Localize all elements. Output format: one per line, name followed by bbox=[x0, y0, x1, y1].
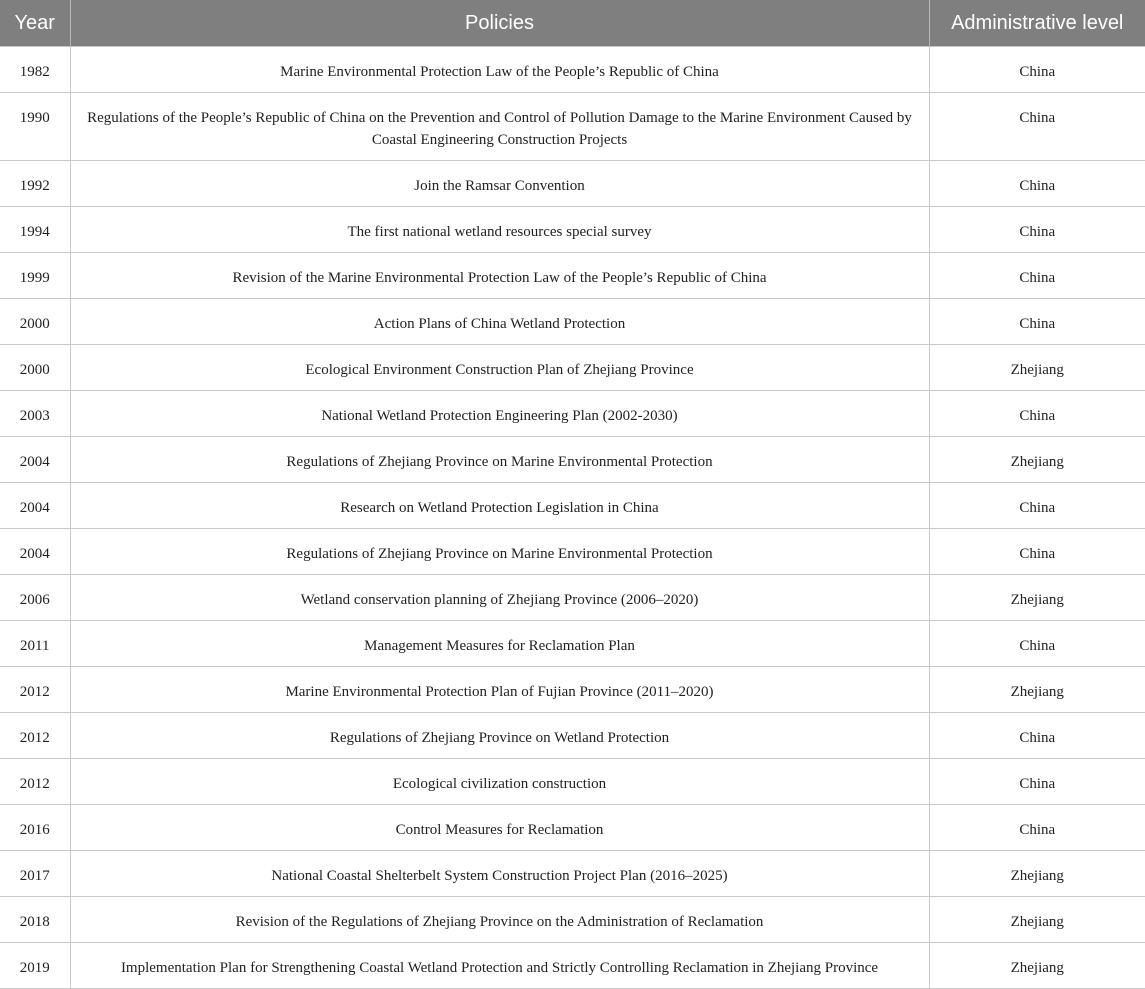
cell-level: China bbox=[929, 759, 1145, 805]
cell-policy: Research on Wetland Protection Legislation in China bbox=[70, 483, 929, 529]
cell-policy: Regulations of Zhejiang Province on Wetland Protection bbox=[70, 713, 929, 759]
cell-year: 2006 bbox=[0, 575, 70, 621]
table-row bbox=[0, 345, 1145, 391]
cell-level: China bbox=[929, 93, 1145, 161]
cell-level: China bbox=[929, 207, 1145, 253]
table-row bbox=[0, 299, 1145, 345]
cell-policy: Management Measures for Reclamation Plan bbox=[70, 621, 929, 667]
table-row bbox=[0, 897, 1145, 943]
cell-policy: Join the Ramsar Convention bbox=[70, 161, 929, 207]
cell-level: China bbox=[929, 805, 1145, 851]
cell-policy: Regulations of Zhejiang Province on Marine Environmental Protection bbox=[70, 437, 929, 483]
cell-year: 1992 bbox=[0, 161, 70, 207]
cell-level: Zhejiang bbox=[929, 575, 1145, 621]
cell-year: 2012 bbox=[0, 759, 70, 805]
cell-year: 2000 bbox=[0, 299, 70, 345]
cell-year: 2012 bbox=[0, 713, 70, 759]
cell-year: 1994 bbox=[0, 207, 70, 253]
header-row bbox=[0, 0, 1145, 47]
cell-policy: Revision of the Marine Environmental Protection Law of the People’s Republic of China bbox=[70, 253, 929, 299]
table-row bbox=[0, 437, 1145, 483]
cell-policy: Ecological civilization construction bbox=[70, 759, 929, 805]
cell-level: Zhejiang bbox=[929, 667, 1145, 713]
cell-level: China bbox=[929, 713, 1145, 759]
cell-level: China bbox=[929, 299, 1145, 345]
table-row bbox=[0, 575, 1145, 621]
cell-level: Zhejiang bbox=[929, 897, 1145, 943]
cell-level: China bbox=[929, 529, 1145, 575]
table-row bbox=[0, 621, 1145, 667]
cell-year: 2017 bbox=[0, 851, 70, 897]
cell-year: 1990 bbox=[0, 93, 70, 161]
cell-policy: National Coastal Shelterbelt System Construction Project Plan (2016–2025) bbox=[70, 851, 929, 897]
table-body bbox=[0, 47, 1145, 989]
table-row bbox=[0, 667, 1145, 713]
header-year: Year bbox=[0, 0, 70, 47]
cell-year: 2011 bbox=[0, 621, 70, 667]
cell-year: 2016 bbox=[0, 805, 70, 851]
cell-policy: Marine Environmental Protection Law of the People’s Republic of China bbox=[70, 47, 929, 93]
cell-policy: Wetland conservation planning of Zhejiang Province (2006–2020) bbox=[70, 575, 929, 621]
table-row bbox=[0, 483, 1145, 529]
table-row bbox=[0, 943, 1145, 989]
cell-year: 2004 bbox=[0, 529, 70, 575]
cell-level: China bbox=[929, 391, 1145, 437]
cell-policy: Marine Environmental Protection Plan of Fujian Province (2011–2020) bbox=[70, 667, 929, 713]
header-policies: Policies bbox=[70, 0, 929, 47]
cell-year: 2004 bbox=[0, 437, 70, 483]
table-row bbox=[0, 47, 1145, 93]
table-row bbox=[0, 207, 1145, 253]
table-row bbox=[0, 93, 1145, 161]
cell-year: 1999 bbox=[0, 253, 70, 299]
cell-policy: National Wetland Protection Engineering Plan (2002-2030) bbox=[70, 391, 929, 437]
cell-policy: Implementation Plan for Strengthening Coastal Wetland Protection and Strictly Controlling Reclamation in Zhejiang Province bbox=[70, 943, 929, 989]
cell-policy: Control Measures for Reclamation bbox=[70, 805, 929, 851]
cell-policy: Revision of the Regulations of Zhejiang Province on the Administration of Reclamation bbox=[70, 897, 929, 943]
cell-policy: Regulations of the People’s Republic of China on the Prevention and Control of Pollution Damage to the Marine Environment Caused by Coastal Engineering Construction Projects bbox=[70, 93, 929, 161]
table-row bbox=[0, 529, 1145, 575]
table-row bbox=[0, 161, 1145, 207]
cell-year: 1982 bbox=[0, 47, 70, 93]
table-row bbox=[0, 713, 1145, 759]
table-row bbox=[0, 851, 1145, 897]
table-row bbox=[0, 253, 1145, 299]
table-row bbox=[0, 391, 1145, 437]
cell-level: Zhejiang bbox=[929, 437, 1145, 483]
cell-year: 2019 bbox=[0, 943, 70, 989]
cell-level: China bbox=[929, 621, 1145, 667]
cell-level: China bbox=[929, 253, 1145, 299]
cell-level: Zhejiang bbox=[929, 851, 1145, 897]
cell-year: 2018 bbox=[0, 897, 70, 943]
cell-year: 2003 bbox=[0, 391, 70, 437]
cell-policy: The first national wetland resources special survey bbox=[70, 207, 929, 253]
cell-level: China bbox=[929, 483, 1145, 529]
cell-year: 2004 bbox=[0, 483, 70, 529]
cell-year: 2000 bbox=[0, 345, 70, 391]
header-administrative-level: Administrative level bbox=[929, 0, 1145, 47]
cell-year: 2012 bbox=[0, 667, 70, 713]
cell-level: Zhejiang bbox=[929, 943, 1145, 989]
table-row bbox=[0, 805, 1145, 851]
cell-policy: Ecological Environment Construction Plan of Zhejiang Province bbox=[70, 345, 929, 391]
table-row bbox=[0, 759, 1145, 805]
table-header bbox=[0, 0, 1145, 47]
cell-level: China bbox=[929, 47, 1145, 93]
cell-level: Zhejiang bbox=[929, 345, 1145, 391]
cell-policy: Regulations of Zhejiang Province on Marine Environmental Protection bbox=[70, 529, 929, 575]
cell-policy: Action Plans of China Wetland Protection bbox=[70, 299, 929, 345]
cell-level: China bbox=[929, 161, 1145, 207]
